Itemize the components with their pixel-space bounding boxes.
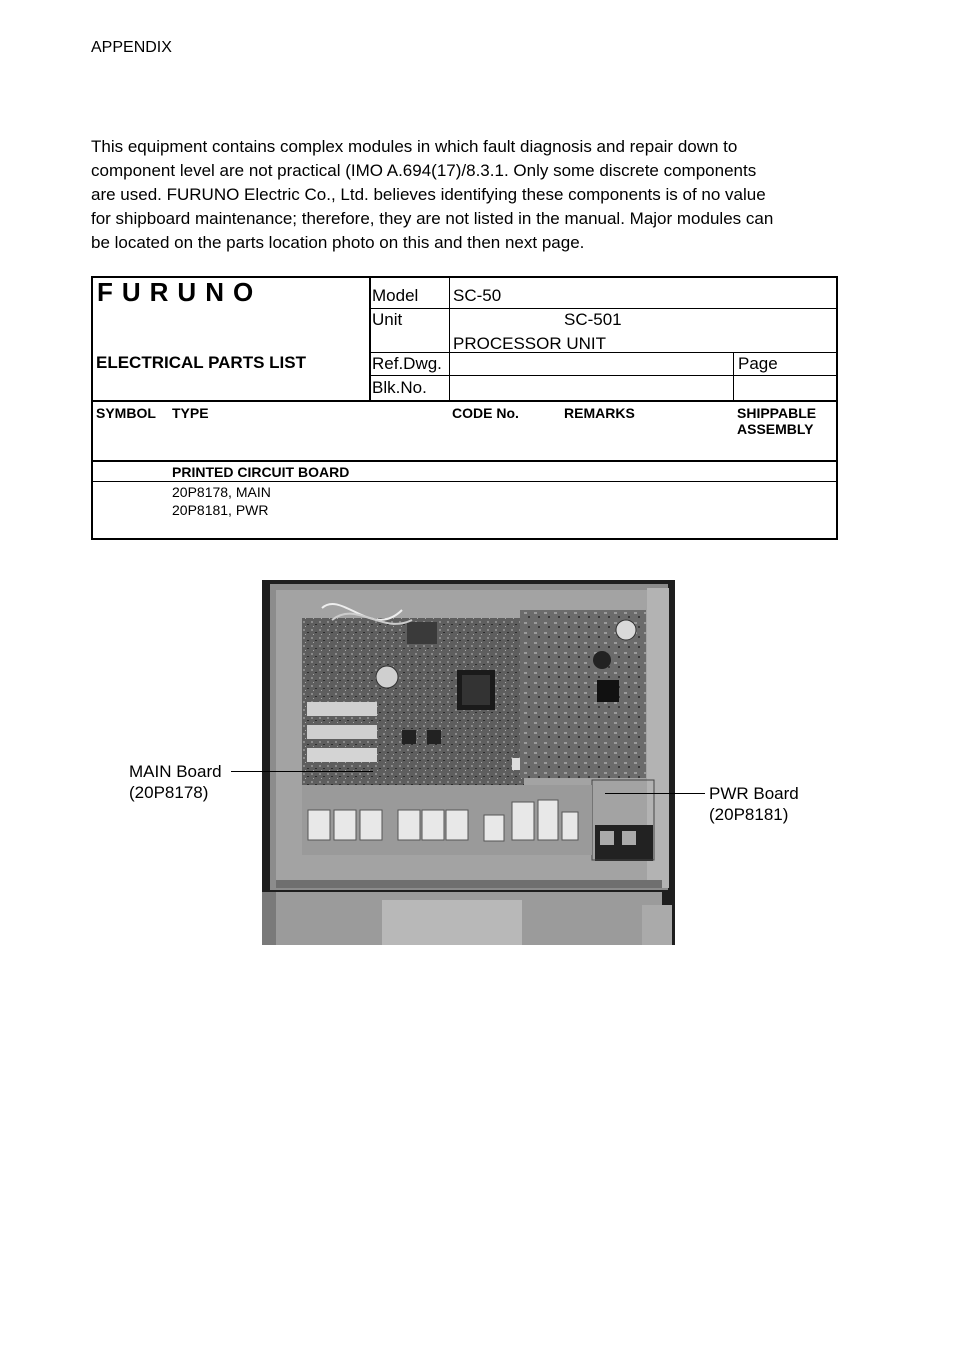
table-rule [733,352,734,401]
column-header-assembly: ASSEMBLY [737,421,814,437]
column-header-shippable: SHIPPABLE [737,405,817,421]
intro-line: for shipboard maintenance; therefore, they are not listed in the manual. Major modules can [91,209,774,228]
pwr-board-callout [709,783,799,825]
parts-location-photo [262,580,675,945]
list-item: 20P8181, PWR [172,502,269,518]
main-board-callout [129,761,222,803]
pwr-board-leader-line [605,793,705,794]
intro-line: This equipment contains complex modules in which fault diagnosis and repair down to [91,137,738,156]
unit-label: Unit [372,310,403,329]
unit-model-value: SC-501 [564,310,622,329]
page-header-label: APPENDIX [91,39,172,56]
table-rule [91,460,838,462]
column-header-type: TYPE [172,405,209,421]
intro-line: be located on the parts location photo on this and then next page. [91,233,585,252]
pwr-board-label: PWR Board [709,784,799,803]
table-rule [91,400,838,402]
unit-name-value: PROCESSOR UNIT [453,334,607,353]
main-board-label: MAIN Board [129,762,222,781]
electrical-parts-list-table [91,276,838,540]
parts-list-title: ELECTRICAL PARTS LIST [96,353,306,372]
main-board-part-number: (20P8178) [129,783,209,802]
model-value: SC-50 [453,286,502,305]
table-rule [369,375,838,376]
list-item: 20P8178, MAIN [172,484,271,500]
brand-name: FURUNO [97,277,263,307]
table-rule [369,308,838,309]
intro-line: are used. FURUNO Electric Co., Ltd. believes identifying these components is of no value [91,185,766,204]
column-header-symbol: SYMBOL [96,405,156,421]
table-rule [836,276,838,540]
table-rule [369,276,371,401]
table-rule [449,276,450,401]
blk-no-label: Blk.No. [372,378,427,397]
column-header-code: CODE No. [452,405,519,421]
page-label: Page [738,354,778,373]
section-heading: PRINTED CIRCUIT BOARD [172,464,350,480]
column-header-remarks: REMARKS [564,405,635,421]
intro-line: component level are not practical (IMO A.694(17)/8.3.1. Only some discrete components [91,161,757,180]
table-rule [91,276,93,540]
ref-dwg-label: Ref.Dwg. [372,354,442,373]
table-rule [91,481,838,482]
pwr-board-part-number: (20P8181) [709,805,789,824]
model-label: Model [372,286,419,305]
table-rule [91,538,838,540]
intro-paragraph [91,135,841,255]
main-board-leader-line [231,771,373,772]
